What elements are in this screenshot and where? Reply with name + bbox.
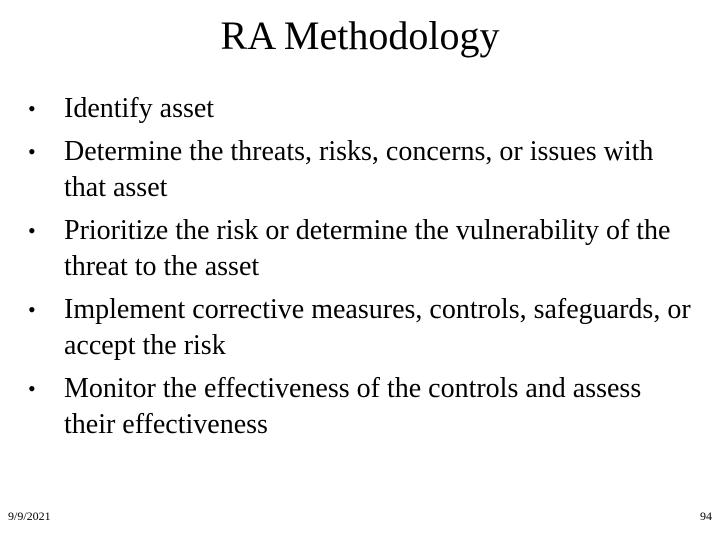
bullet-text: Determine the threats, risks, concerns, or issues with that asset <box>64 136 654 203</box>
bullet-text: Identify asset <box>64 93 215 124</box>
bullet-icon: • <box>28 376 36 401</box>
bullet-item <box>28 371 694 443</box>
slide-title: RA Methodology <box>220 13 500 58</box>
bullet-item <box>28 134 694 206</box>
bullet-icon: • <box>28 139 36 164</box>
bullet-icon: • <box>28 96 36 121</box>
bullet-item <box>28 292 694 364</box>
bullet-icon: • <box>28 218 36 243</box>
footer-page-number: 94 <box>700 509 712 523</box>
footer-date: 9/9/2021 <box>8 509 51 523</box>
bullet-icon: • <box>28 297 36 322</box>
bullet-text: Monitor the effectiveness of the controls and assess their effectiveness <box>64 373 642 440</box>
bullet-item <box>28 91 694 127</box>
bullet-text: Prioritize the risk or determine the vulnerability of the threat to the asset <box>64 215 671 282</box>
bullet-list <box>28 91 708 450</box>
bullet-item <box>28 213 694 285</box>
bullet-text: Implement corrective measures, controls, safeguards, or accept the risk <box>64 294 691 361</box>
